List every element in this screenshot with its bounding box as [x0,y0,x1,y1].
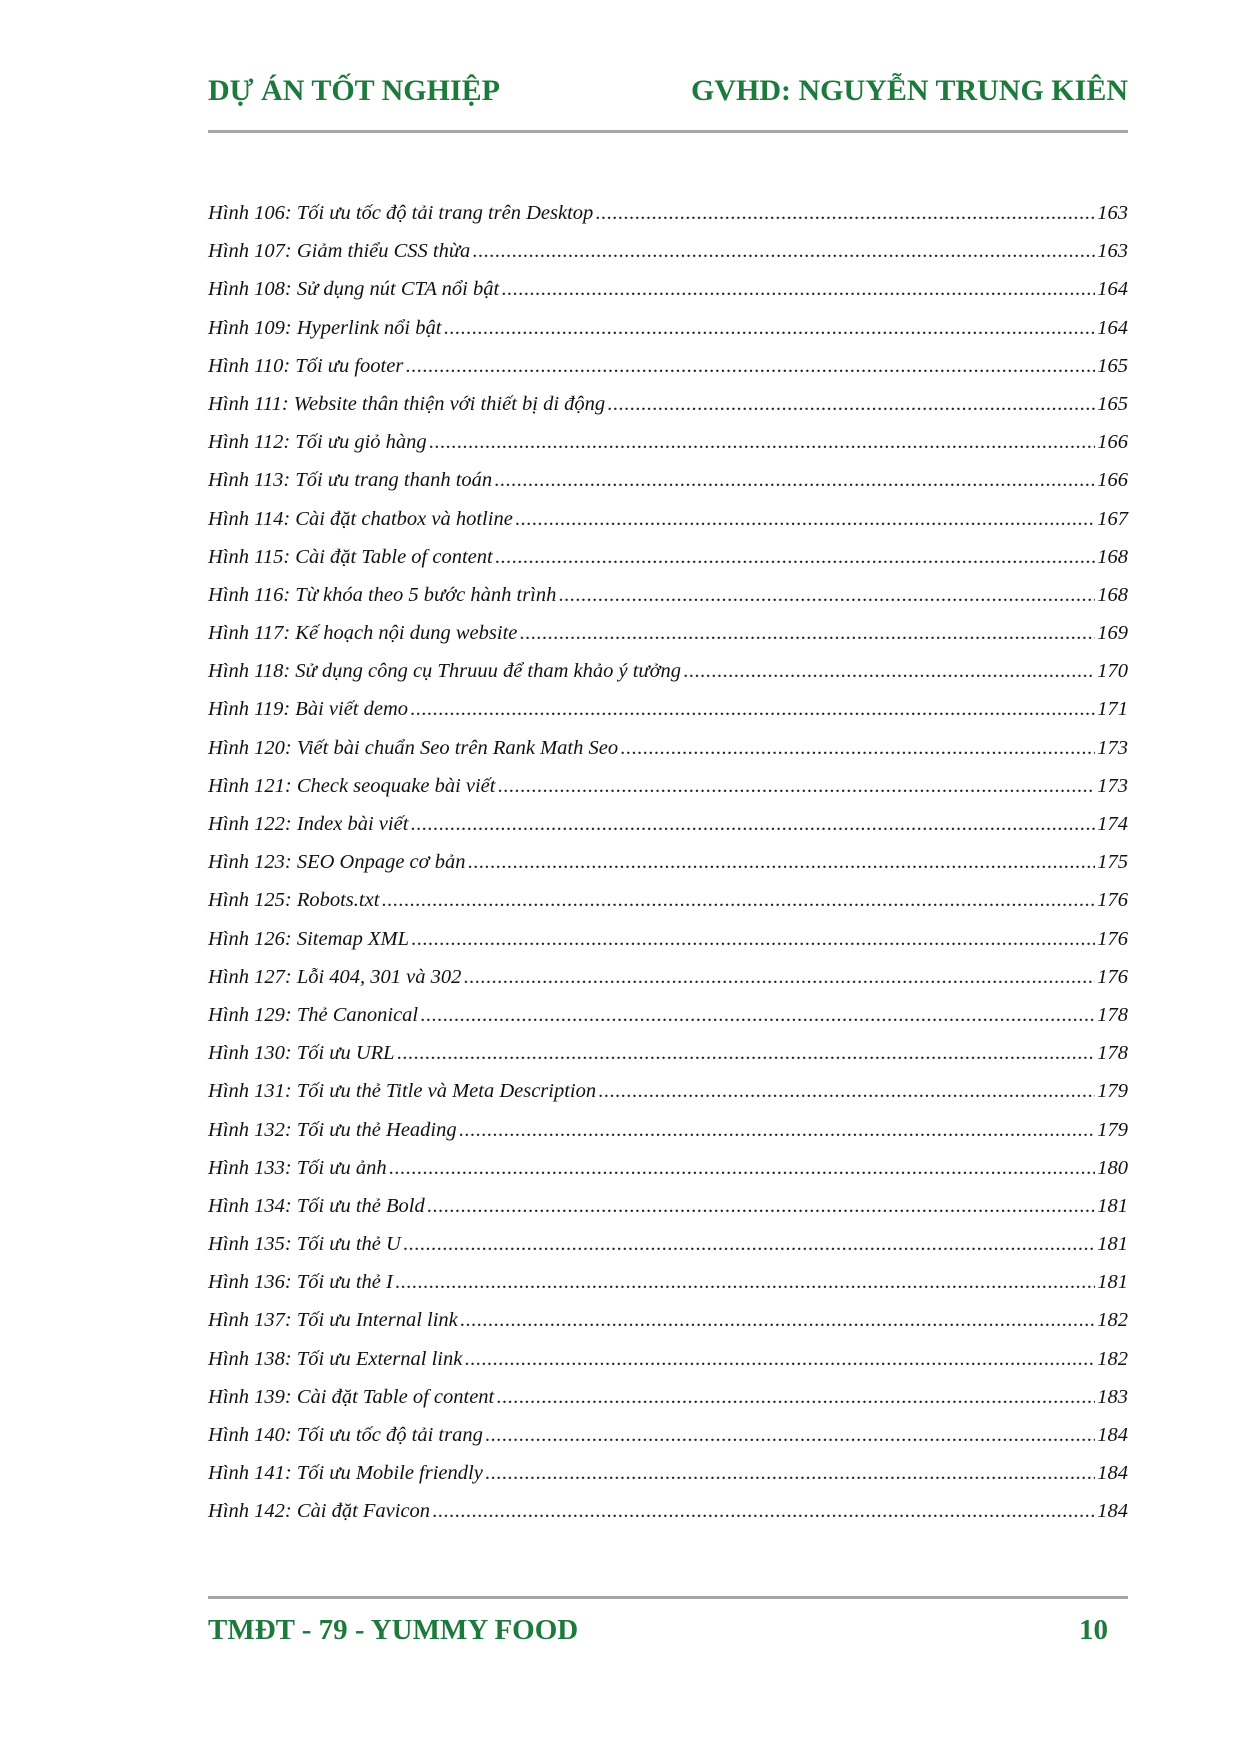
toc-entry[interactable] [208,1119,1128,1157]
toc-entry-page: 179 [1097,1118,1128,1141]
toc-entry-label: Hình 112: Tối ưu giỏ hàng [208,431,427,454]
toc-entry-label: Hình 122: Index bài viết [208,813,409,835]
toc-entry-label: Hình 125: Robots.txt [208,889,380,912]
toc-entry[interactable] [208,775,1128,813]
toc-dot-leader [463,966,1095,989]
toc-entry-page: 167 [1097,507,1128,530]
toc-entry-page: 174 [1097,813,1128,835]
toc-dot-leader [515,508,1095,531]
toc-entry[interactable] [208,469,1128,507]
toc-entry-page: 173 [1097,736,1128,759]
toc-entry-label: Hình 134: Tối ưu thẻ Bold [208,1194,425,1217]
toc-dot-leader [494,469,1095,492]
toc-entry-page: 178 [1097,1003,1128,1026]
toc-entry-page: 182 [1097,1309,1128,1332]
toc-dot-leader [501,278,1095,301]
toc-dot-leader [595,202,1095,225]
toc-entry-label: Hình 115: Cài đặt Table of content [208,545,493,568]
toc-entry-label: Hình 111: Website thân thiện với thiết bị di động [208,392,606,415]
toc-entry-page: 181 [1097,1194,1128,1217]
toc-dot-leader [397,1042,1096,1065]
toc-dot-leader [410,813,1095,836]
toc-dot-leader [429,431,1096,454]
toc-dot-leader [464,1348,1095,1371]
toc-entry[interactable] [208,1500,1128,1538]
toc-entry[interactable] [208,202,1128,240]
figure-list [208,202,1128,1539]
toc-entry-label: Hình 121: Check seoquake bài viết [208,774,496,797]
toc-dot-leader [395,1271,1095,1294]
toc-entry[interactable] [208,1348,1128,1386]
toc-entry[interactable] [208,240,1128,278]
toc-dot-leader [472,240,1095,263]
toc-entry[interactable] [208,508,1128,546]
toc-dot-leader [496,1386,1095,1409]
toc-entry-page: 173 [1097,774,1128,797]
toc-entry[interactable] [208,1233,1128,1271]
toc-dot-leader [432,1500,1095,1523]
toc-entry-label: Hình 135: Tối ưu thẻ U [208,1233,401,1256]
toc-dot-leader [443,317,1095,340]
page-footer [208,1608,1108,1652]
toc-dot-leader [467,851,1095,874]
toc-entry-label: Hình 141: Tối ưu Mobile friendly [208,1462,483,1485]
toc-dot-leader [485,1424,1095,1447]
toc-entry-page: 163 [1097,202,1128,224]
toc-entry-label: Hình 136: Tối ưu thẻ I [208,1271,393,1294]
toc-entry[interactable] [208,622,1128,660]
toc-dot-leader [683,660,1095,683]
toc-entry-page: 176 [1097,927,1128,950]
toc-entry-page: 184 [1097,1424,1128,1446]
footer-project-name: TMĐT - 79 - YUMMY FOOD [208,1613,579,1646]
page-header [208,68,1128,114]
toc-entry-page: 164 [1097,316,1128,339]
toc-entry-label: Hình 110: Tối ưu footer [208,354,404,377]
toc-dot-leader [485,1462,1095,1485]
toc-entry[interactable] [208,1462,1128,1500]
toc-entry[interactable] [208,1157,1128,1195]
toc-entry-label: Hình 139: Cài đặt Table of content [208,1385,495,1408]
toc-dot-leader [389,1157,1096,1180]
toc-entry-page: 184 [1097,1462,1128,1485]
toc-dot-leader [460,1309,1095,1332]
toc-entry[interactable] [208,1309,1128,1347]
toc-entry-label: Hình 131: Tối ưu thẻ Title và Meta Description [208,1080,597,1103]
toc-entry-label: Hình 116: Từ khóa theo 5 bước hành trình [208,583,557,606]
toc-entry-label: Hình 129: Thẻ Canonical [208,1003,419,1026]
toc-entry[interactable] [208,1004,1128,1042]
toc-entry-page: 165 [1097,392,1128,415]
toc-dot-leader [411,928,1095,951]
toc-entry-label: Hình 109: Hyperlink nổi bật [208,316,442,339]
toc-entry-label: Hình 118: Sử dụng công cụ Thruuu để tham khảo ý tưởng [208,660,682,683]
toc-entry-page: 179 [1097,1080,1128,1103]
toc-entry[interactable] [208,1080,1128,1118]
toc-entry[interactable] [208,1042,1128,1080]
toc-dot-leader [403,1233,1095,1256]
toc-entry-page: 163 [1097,240,1128,263]
toc-entry[interactable] [208,737,1128,775]
toc-entry-label: Hình 140: Tối ưu tốc độ tải trang [208,1424,483,1446]
toc-entry[interactable] [208,966,1128,1004]
toc-entry[interactable] [208,698,1128,736]
toc-dot-leader [519,622,1095,645]
toc-entry-page: 181 [1097,1233,1128,1256]
header-divider [208,130,1128,133]
toc-dot-leader [598,1080,1095,1103]
toc-entry-label: Hình 127: Lỗi 404, 301 và 302 [208,965,462,988]
toc-entry-page: 184 [1097,1500,1128,1523]
toc-entry-page: 176 [1097,965,1128,988]
toc-entry-page: 168 [1097,583,1128,606]
toc-entry-label: Hình 106: Tối ưu tốc độ tải trang trên Desktop [208,202,594,224]
toc-entry-page: 175 [1097,851,1128,874]
toc-entry-label: Hình 107: Giảm thiểu CSS thừa [208,240,471,263]
toc-entry-label: Hình 133: Tối ưu ảnh [208,1156,387,1179]
toc-entry-page: 180 [1097,1156,1128,1179]
toc-dot-leader [558,584,1095,607]
toc-entry[interactable] [208,317,1128,355]
toc-entry[interactable] [208,355,1128,393]
toc-entry-label: Hình 119: Bài viết demo [208,698,409,721]
toc-dot-leader [381,889,1095,912]
toc-entry-label: Hình 137: Tối ưu Internal link [208,1309,458,1332]
toc-entry-label: Hình 130: Tối ưu URL [208,1042,395,1065]
toc-entry-label: Hình 142: Cài đặt Favicon [208,1500,431,1523]
toc-entry-page: 170 [1097,660,1128,683]
page-number: 10 [1079,1613,1108,1646]
toc-entry[interactable] [208,431,1128,469]
toc-entry[interactable] [208,889,1128,927]
toc-entry-page: 166 [1097,431,1128,454]
toc-entry-page: 182 [1097,1347,1128,1370]
toc-dot-leader [620,737,1095,760]
toc-dot-leader [459,1119,1096,1142]
toc-entry[interactable] [208,928,1128,966]
toc-dot-leader [405,355,1095,378]
toc-entry-label: Hình 126: Sitemap XML [208,927,409,950]
footer-divider [208,1596,1128,1599]
toc-entry-label: Hình 123: SEO Onpage cơ bản [208,851,466,874]
toc-entry[interactable] [208,851,1128,889]
header-project-title: DỰ ÁN TỐT NGHIỆP [208,74,500,107]
toc-entry-label: Hình 117: Kế hoạch nội dung website [208,622,518,645]
toc-entry[interactable] [208,393,1128,431]
toc-entry[interactable] [208,813,1128,851]
toc-entry-page: 181 [1097,1271,1128,1294]
toc-entry[interactable] [208,1386,1128,1424]
toc-dot-leader [497,775,1095,798]
toc-dot-leader [427,1195,1096,1218]
toc-dot-leader [410,698,1095,721]
toc-entry-label: Hình 113: Tối ưu trang thanh toán [208,469,493,492]
toc-entry[interactable] [208,278,1128,316]
toc-entry[interactable] [208,1195,1128,1233]
toc-entry-page: 171 [1097,698,1128,721]
toc-entry-page: 169 [1097,622,1128,645]
toc-entry-page: 168 [1097,545,1128,568]
toc-entry-page: 176 [1097,889,1128,912]
toc-entry-page: 183 [1097,1385,1128,1408]
toc-entry-page: 178 [1097,1042,1128,1065]
toc-entry-label: Hình 114: Cài đặt chatbox và hotline [208,507,513,530]
toc-dot-leader [495,546,1096,569]
toc-entry-label: Hình 138: Tối ưu External link [208,1347,463,1370]
toc-entry[interactable] [208,1424,1128,1462]
toc-entry[interactable] [208,1271,1128,1309]
toc-entry-page: 165 [1097,354,1128,377]
toc-entry-label: Hình 120: Viết bài chuẩn Seo trên Rank Math Seo [208,736,619,759]
header-advisor: GVHD: NGUYỄN TRUNG KIÊN [691,74,1128,107]
toc-dot-leader [607,393,1095,416]
toc-entry-page: 164 [1097,278,1128,301]
toc-entry[interactable] [208,546,1128,584]
toc-dot-leader [420,1004,1095,1027]
toc-entry-label: Hình 108: Sử dụng nút CTA nổi bật [208,278,500,301]
toc-entry-page: 166 [1097,469,1128,492]
toc-entry-label: Hình 132: Tối ưu thẻ Heading [208,1118,457,1141]
toc-entry[interactable] [208,584,1128,622]
toc-entry[interactable] [208,660,1128,698]
